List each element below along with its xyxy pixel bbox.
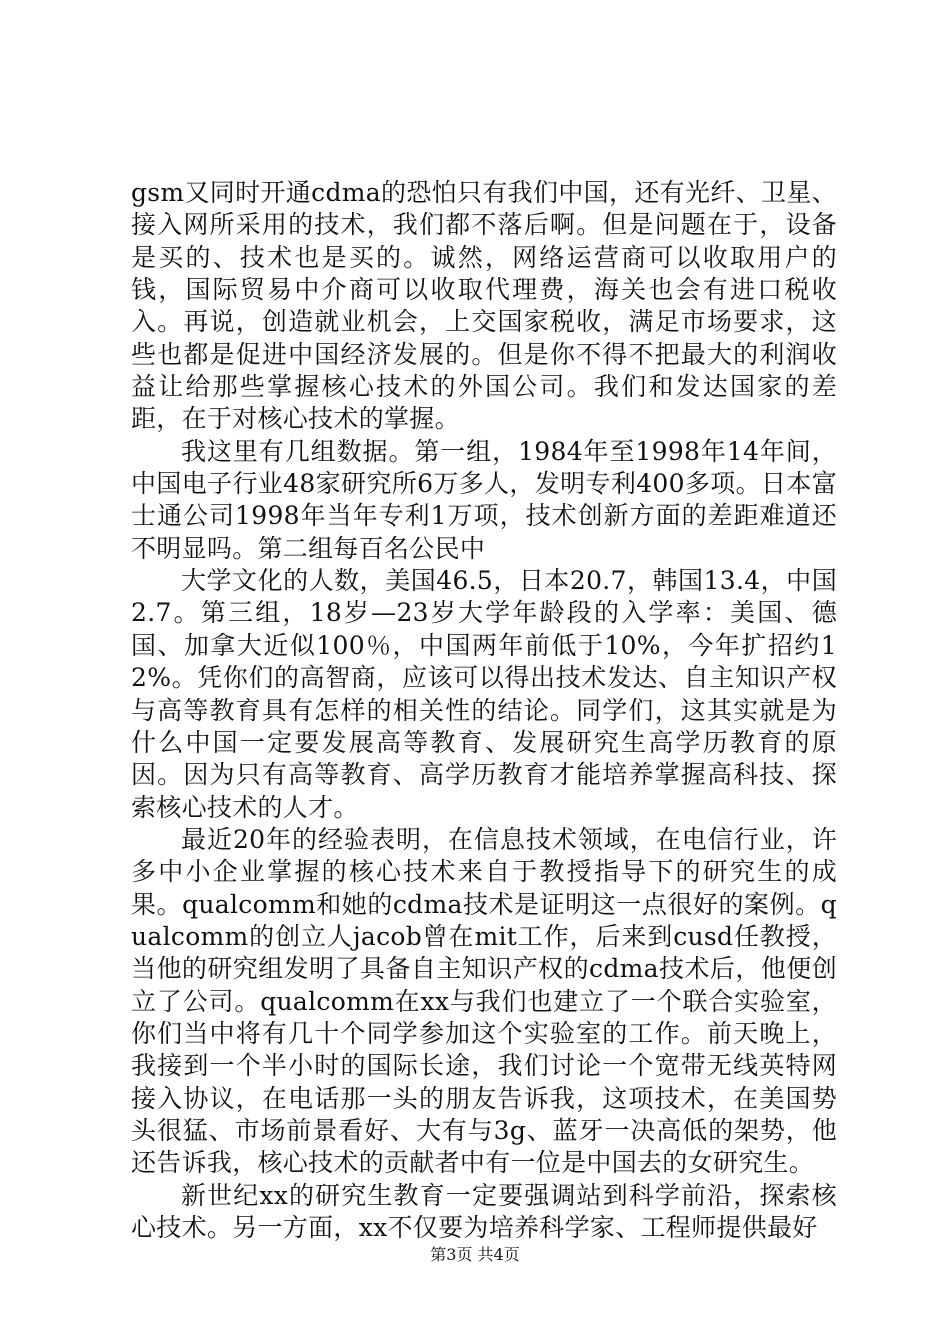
- paragraph-3: 大学文化的人数，美国46.5，日本20.7，韩国13.4，中国2.7。第三组，18岁—23岁大学年龄段的入学率：美国、德国、加拿大近似100％，中国两年前低于10%，今年扩招约12%。凭你们的高智商，应该可以得出技术发达、自主知识产权与高等教育具有怎样的相关性的结论。同学们，这其实就是为什么中国一定要发展高等教育、发展研究生高学历教育的原因。因为只有高等教育、高学历教育才能培养掌握高科技、探索核心技术的人才。: [131, 566, 837, 822]
- page-number-footer: 第3页 共4页: [430, 1245, 520, 1264]
- paragraph-1: gsm又同时开通cdma的恐怕只有我们中国，还有光纤、卫星、接入网所采用的技术，我们都不落后啊。但是问题在于，设备是买的、技术也是买的。诚然，网络运营商可以收取用户的钱，国际贸易中介商可以收取代理费，海关也会有进口税收入。再说，创造就业机会，上交国家税收，满足市场要求，这些也都是促进中国经济发展的。但是你不得不把最大的利润收益让给那些掌握核心技术的外国公司。我们和发达国家的差距，在于对核心技术的掌握。: [131, 178, 837, 434]
- paragraph-5: 新世纪xx的研究生教育一定要强调站到科学前沿，探索核心技术。另一方面，xx不仅要为培养科学家、工程师提供最好: [131, 1180, 837, 1242]
- body-text: [131, 177, 837, 1244]
- paragraph-2: 我这里有几组数据。第一组，1984年至1998年14年间，中国电子行业48家研究所6万多人，发明专利400多项。日本富士通公司1998年当年专利1万项，技术创新方面的差距难道还不明显吗。第二组每百名公民中: [131, 436, 837, 563]
- paragraph-4: 最近20年的经验表明，在信息技术领域，在电信行业，许多中小企业掌握的核心技术来自于教授指导下的研究生的成果。qualcomm和她的cdma技术是证明这一点很好的案例。qualcomm的创立人jacob曾在mit工作，后来到cusd任教授，当他的研究组发明了具备自主知识产权的cdma技术后，他便创立了公司。qualcomm在xx与我们也建立了一个联合实验室，你们当中将有几十个同学参加这个实验室的工作。前天晚上，我接到一个半小时的国际长途，我们讨论一个宽带无线英特网接入协议，在电话那一头的朋友告诉我，这项技术，在美国势头很猛、市场前景看好、大有与3g、蓝牙一决高低的架势，他还告诉我，核心技术的贡献者中有一位是中国去的女研究生。: [131, 824, 837, 1178]
